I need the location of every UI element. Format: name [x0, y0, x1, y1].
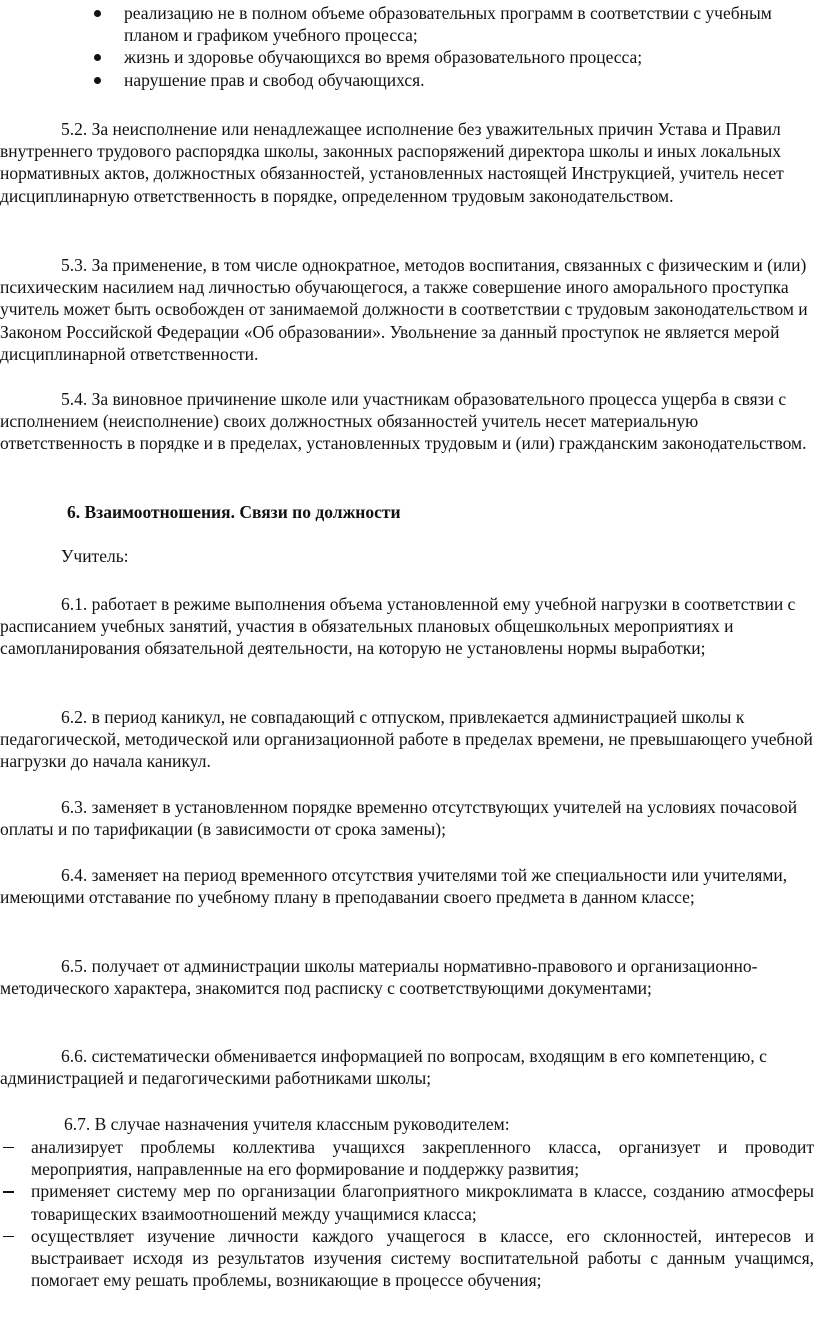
list-item: [0, 1225, 816, 1292]
dash-icon: [3, 1191, 14, 1192]
paragraph-6-4: 6.4. заменяет на период временного отсутствия учителями той же специальности или учителями, имеющими отставание по учебному плану в преподавании своего предмета в данном классе;: [0, 865, 788, 908]
bullet-list: [0, 2, 816, 91]
paragraph-6-1: 6.1. работает в режиме выполнения объема установленной ему учебной нагрузки в соответствии с расписанием учебных занятий, участия в обязательных плановых общешкольных мероприятиях и самопланирования обязательной деятельности, на которую не установлены нормы выработки;: [0, 594, 796, 659]
paragraph-5-2: 5.2. За неисполнение или ненадлежащее исполнение без уважительных причин Устава и Правил внутреннего трудового распорядка школы, законных распоряжений директора школы и иных локальных нормативных актов, должностных обязанностей, установленных настоящей Инструкцией, учитель несет дисциплинарную ответственность в порядке, определенном трудовым законодательством.: [0, 119, 784, 206]
list-item-text: нарушение прав и свобод обучающихся.: [124, 69, 425, 90]
paragraph-6-7: 6.7. В случае назначения учителя классным руководителем:: [64, 1114, 510, 1134]
list-item: [0, 1180, 816, 1224]
dash-icon: [3, 1147, 14, 1148]
paragraph-6-5: 6.5. получает от администрации школы материалы нормативно-правового и организационно-методического характера, знакомится под расписку с соответствующими документами;: [0, 956, 758, 999]
paragraph-5-4: 5.4. За виновное причинение школе или участникам образовательного процесса ущерба в связи с исполнением (неисполнение) своих должностных обязанностей учитель несет материальную ответственность в порядке и в пределах, установленных трудовым и (или) гражданским законодательством.: [0, 389, 807, 454]
paragraph-6-3: 6.3. заменяет в установленном порядке временно отсутствующих учителей на условиях почасовой оплаты и по тарификации (в зависимости от срока замены);: [0, 797, 798, 840]
list-item-text: реализацию не в полном объеме образовательных программ в соответствии с учебным планом и графиком учебного процесса;: [124, 3, 772, 46]
list-item: [0, 1136, 816, 1180]
paragraph-6-6: 6.6. систематически обменивается информацией по вопросам, входящим в его компетенцию, с администрацией и педагогическими работниками школы;: [0, 1046, 767, 1089]
dash-list: [0, 1136, 816, 1291]
list-item-text: применяет систему мер по организации благоприятного микроклимата в классе, созданию атмосферы товарищеских взаимоотношений между учащимися класса;: [31, 1181, 814, 1224]
bullet-icon: [94, 54, 101, 61]
list-item-text: жизнь и здоровье обучающихся во время образовательного процесса;: [124, 47, 643, 68]
list-item-text: анализирует проблемы коллектива учащихся закрепленного класса, организует и проводит мероприятия, направленные на его формирование и поддержку развития;: [31, 1137, 814, 1180]
list-item: [0, 2, 816, 46]
teacher-label: Учитель:: [61, 546, 129, 566]
list-item: [0, 69, 816, 91]
bullet-icon: [94, 77, 101, 84]
section-heading: 6. Взаимоотношения. Связи по должности: [67, 502, 401, 522]
list-item: [0, 46, 816, 68]
list-item-text: осуществляет изучение личности каждого учащегося в классе, его склонностей, интересов и выстраивает исходя из результатов изучения систему воспитательной работы с данным учащимся, помогает ему решать проблемы, возникающие в процессе обучения;: [31, 1225, 814, 1291]
bullet-icon: [94, 10, 101, 17]
dash-icon: [3, 1236, 14, 1237]
paragraph-5-3: 5.3. За применение, в том числе однократное, методов воспитания, связанных с физическим и (или) психическим насилием над личностью обучающегося, а также совершение иного аморального проступка учитель может быть освобожден от занимаемой должности в соответствии с трудовым законодательством и Законом Российской Федерации «Об образовании». Увольнение за данный проступок не является мерой дисциплинарной ответственности.: [0, 255, 808, 364]
paragraph-6-2: 6.2. в период каникул, не совпадающий с отпуском, привлекается администрацией школы к педагогической, методической или организационной работе в пределах времени, не превышающего учебной нагрузки до начала каникул.: [0, 707, 813, 772]
